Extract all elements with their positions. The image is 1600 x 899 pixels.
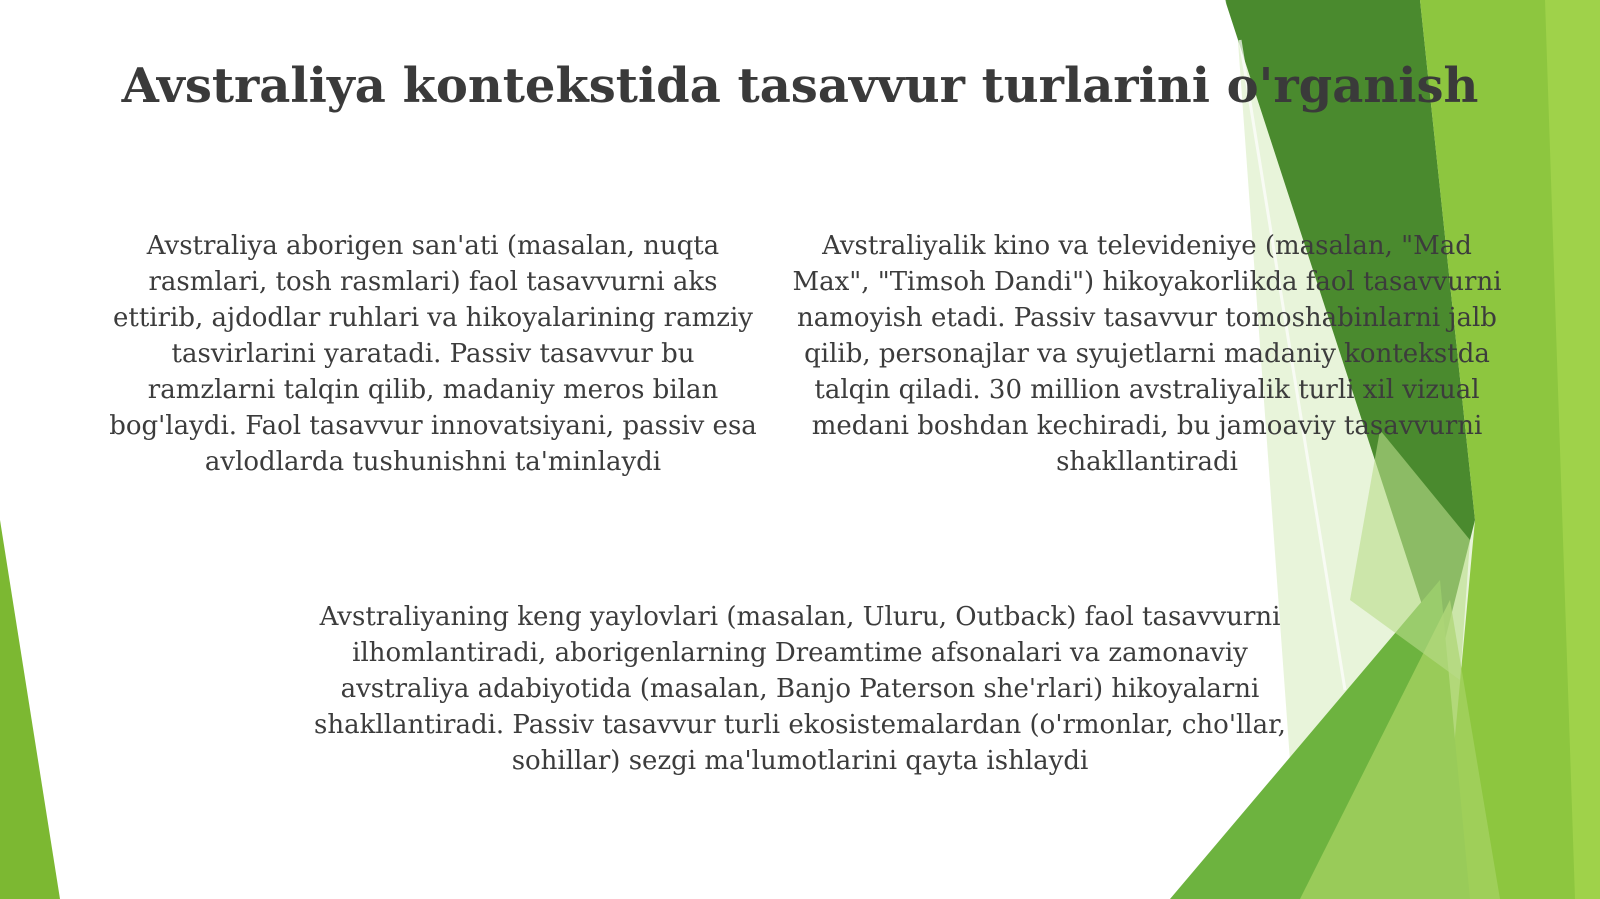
slide-title: Avstraliya kontekstida tasavvur turlarini o'rganish: [121, 58, 1479, 114]
paragraph-landscapes: Avstraliyaning keng yaylovlari (masalan, Uluru, Outback) faol tasavvurni ilhomlantiradi, aborigenlarning Dreamtime afsonalari va zamonaviy avstraliya adabiyotida (masalan, Banjo Paterson she'rlari) hikoyalarni shakllantiradi. Passiv tasavvur turli ekosistemalardan (o'rmonlar, cho'llar, sohillar) sezgi ma'lumotlarini qayta ishlaydi: [314, 602, 1286, 776]
left-green-shard: [0, 520, 60, 899]
paragraph-aboriginal-art: Avstraliya aborigen san'ati (masalan, nuqta rasmlari, tosh rasmlari) faol tasavvurni aks ettirib, ajdodlar ruhlari va hikoyalarining ramziy tasvirlarini yaratadi. Passiv tasavvur bu ramzlarni talqin qilib, madaniy meros bilan bog'laydi. Faol tasavvur innovatsiyani, passiv esa avlodlarda tushunishni ta'minlaydi: [109, 231, 757, 477]
paragraph-film-television: Avstraliyalik kino va televideniye (masalan, "Mad Max", "Timsoh Dandi") hikoyakorlikda faol tasavvurni namoyish etadi. Passiv tasavvur tomoshabinlarni jalb qilib, personajlar va syujetlarni madaniy kontekstda talqin qiladi. 30 million avstraliyalik turli xil vizual medani boshdan kechiradi, bu jamoaviy tasavvurni shakllantiradi: [792, 231, 1502, 477]
